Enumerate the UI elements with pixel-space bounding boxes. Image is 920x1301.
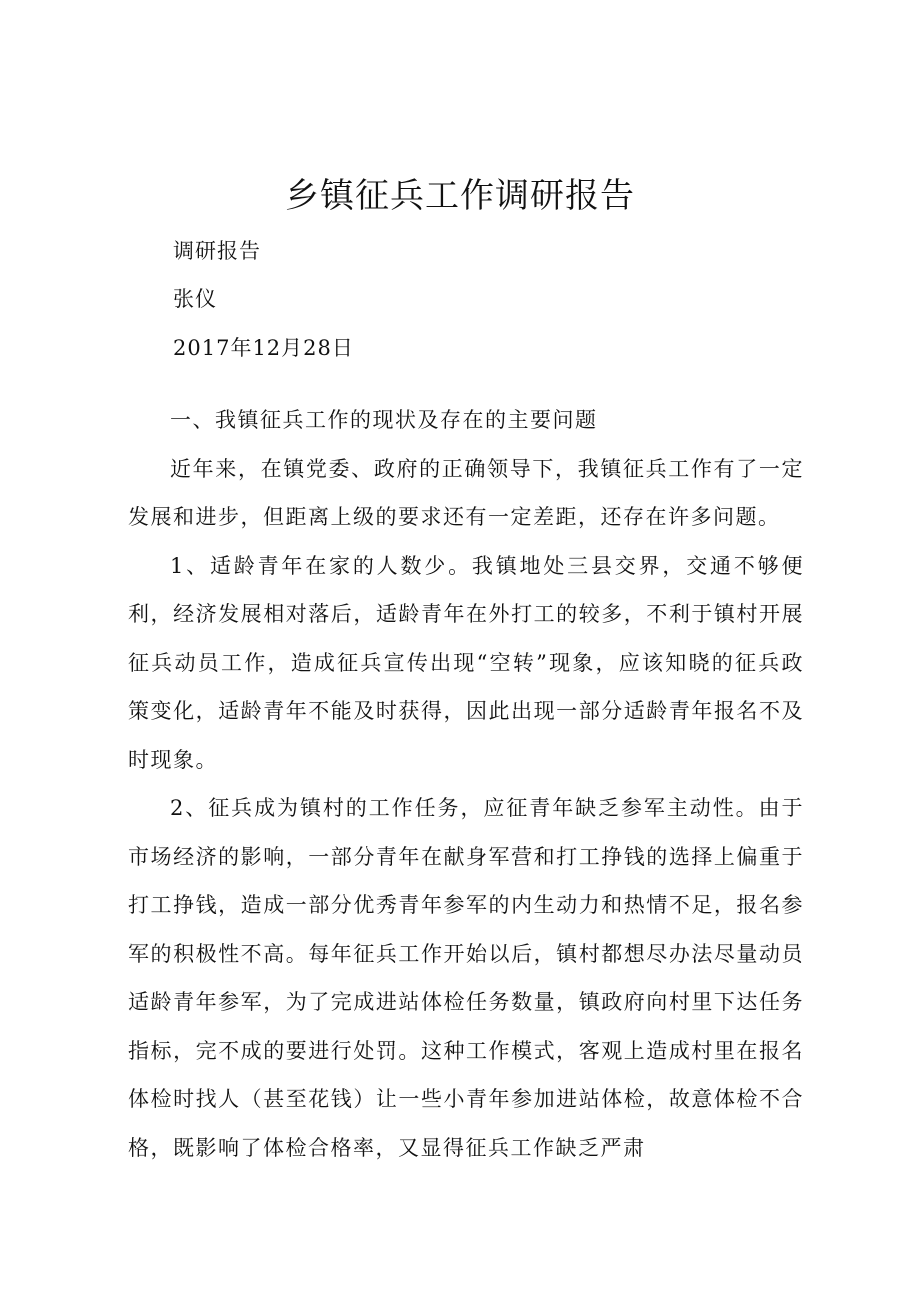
document-title: 乡镇征兵工作调研报告 xyxy=(285,176,635,216)
paragraph-issue-2: 2、征兵成为镇村的工作任务，应征青年缺乏参军主动性。由于市场经济的影响，一部分青年在献身军营和打工挣钱的选择上偏重于打工挣钱，造成一部分优秀青年参军的内生动力和热情不足，报名参军的积极性不高。每年征兵工作开始以后，镇村都想尽办法尽量动员适龄青年参军，为了完成进站体检任务数量，镇政府向村里下达任务指标，完不成的要进行处罚。这种工作模式，客观上造成村里在报名体检时找人（甚至花钱）让一些小青年参加进站体检，故意体检不合格，既影响了体检合格率，又显得征兵工作缺乏严肃 xyxy=(128,796,804,1160)
document-body xyxy=(128,396,804,1172)
section-heading: 一、我镇征兵工作的现状及存在的主要问题 xyxy=(170,408,598,432)
paragraph-issue-1: 1、适龄青年在家的人数少。我镇地处三县交界，交通不够便利，经济发展相对落后，适龄青年在外打工的较多，不利于镇村开展征兵动员工作，造成征兵宣传出现“空转”现象，应该知晓的征兵政策变化，适龄青年不能及时获得，因此出现一部分适龄青年报名不及时现象。 xyxy=(128,553,804,772)
document-category: 调研报告 xyxy=(173,239,261,263)
document-author: 张仪 xyxy=(173,287,217,311)
document-date: 2017年12月28日 xyxy=(173,336,354,360)
paragraph-intro: 近年来，在镇党委、政府的正确领导下，我镇征兵工作有了一定发展和进步，但距离上级的要求还有一定差距，还存在许多问题。 xyxy=(128,456,804,529)
